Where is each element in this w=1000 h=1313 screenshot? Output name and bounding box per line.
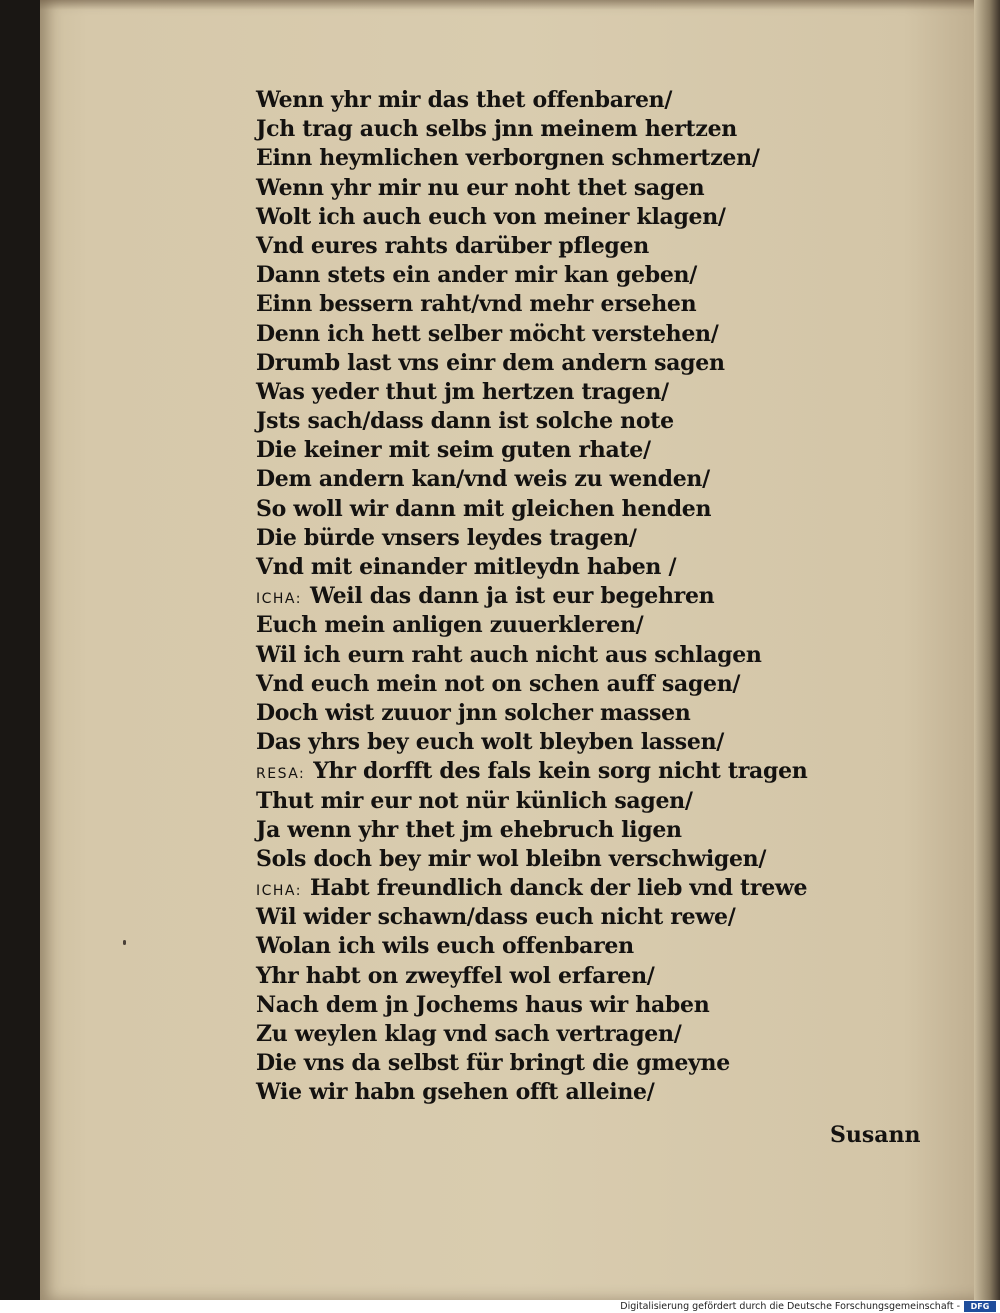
dfg-logo: DFG — [964, 1301, 996, 1312]
verse-text: Yhr habt on zweyffel wol erfaren/ — [256, 962, 655, 989]
verse-line — [256, 553, 856, 582]
verse-line — [256, 757, 856, 786]
verse-text: Denn ich hett selber möcht verstehen/ — [256, 320, 719, 347]
verse-line — [256, 670, 856, 699]
verse-text: Euch mein anligen zuuerkleren/ — [256, 612, 644, 639]
verse-text: Wenn yhr mir das thet offenbaren/ — [256, 87, 673, 113]
speaker-label: RESA: — [256, 766, 306, 783]
verse-line — [256, 611, 856, 640]
verse-text: Weil das dann ja ist eur begehren — [309, 583, 715, 610]
verse-text: Ja wenn yhr thet jm ehebruch ligen — [256, 816, 682, 843]
verse-text: Doch wist zuuor jnn solcher massen — [256, 699, 691, 726]
verse-line — [256, 174, 856, 203]
verse-line — [256, 1020, 856, 1049]
verse-line — [256, 699, 856, 728]
verse-text: Was yeder thut jm hertzen tragen/ — [256, 378, 669, 405]
verse-line — [256, 903, 856, 932]
verse-line — [256, 436, 856, 465]
verse-text: Wil ich eurn raht auch nicht aus schlagen — [256, 641, 762, 668]
verse-line — [256, 349, 856, 378]
verse-line — [256, 845, 856, 874]
verse-line — [256, 495, 856, 524]
page-top-shadow — [40, 0, 1000, 10]
verse-line — [256, 144, 856, 173]
verse-text: Jsts sach/dass dann ist solche note — [256, 408, 674, 435]
verse-text: Dem andern kan/vnd weis zu wenden/ — [256, 466, 710, 493]
verse-line — [256, 1049, 856, 1078]
verse-line — [256, 816, 856, 845]
verse-text: Yhr dorfft des fals kein sorg nicht tragen — [313, 758, 808, 785]
verse-line — [256, 582, 856, 611]
verse-text: Vnd euch mein not on schen auff sagen/ — [256, 670, 741, 697]
speaker-label: ICHA: — [256, 591, 302, 608]
catchword: Susann — [830, 1122, 921, 1148]
verse-line — [256, 203, 856, 232]
speaker-label: ICHA: — [256, 883, 302, 900]
verse-text: Zu weylen klag vnd sach vertragen/ — [256, 1021, 682, 1047]
verse-text: Wil wider schawn/dass euch nicht rewe/ — [256, 904, 736, 931]
verse-line — [256, 1078, 856, 1107]
verse-line — [256, 728, 856, 757]
verse-line — [256, 290, 856, 319]
verse-text: Wolt ich auch euch von meiner klagen/ — [256, 203, 726, 230]
verse-text: Drumb last vns einr dem andern sagen — [256, 349, 725, 376]
verse-text-block — [256, 86, 856, 1108]
verse-text: Einn heymlichen verborgnen schmertzen/ — [256, 145, 760, 172]
verse-line — [256, 932, 856, 961]
verse-line — [256, 641, 856, 670]
verse-text: Vnd eures rahts darüber pflegen — [256, 232, 649, 259]
verse-line — [256, 524, 856, 553]
verse-text: Sols doch bey mir wol bleibn verschwigen/ — [256, 845, 767, 872]
verse-text: Wenn yhr mir nu eur noht thet sagen — [256, 174, 705, 201]
verse-line — [256, 407, 856, 436]
verse-line — [256, 86, 856, 115]
verse-text: Wolan ich wils euch offenbaren — [256, 933, 634, 960]
verse-text: Jch trag auch selbs jnn meinem hertzen — [256, 116, 737, 143]
verse-line — [256, 115, 856, 144]
verse-line — [256, 261, 856, 290]
footer-credit: Digitalisierung gefördert durch die Deutsche Forschungsgemeinschaft - — [620, 1301, 960, 1312]
digitization-footer — [0, 1300, 1000, 1313]
verse-text: Wie wir habn gsehen offt alleine/ — [256, 1079, 655, 1106]
verse-line — [256, 874, 856, 903]
verse-line — [256, 962, 856, 991]
page-right-edge — [974, 0, 1000, 1300]
verse-text: Die keiner mit seim guten rhate/ — [256, 437, 651, 464]
verse-text: So woll wir dann mit gleichen henden — [256, 495, 712, 522]
verse-line — [256, 465, 856, 494]
verse-line — [256, 378, 856, 407]
verse-line — [256, 787, 856, 816]
verse-line — [256, 991, 856, 1020]
verse-line — [256, 232, 856, 261]
verse-text: Die bürde vnsers leydes tragen/ — [256, 524, 637, 551]
verse-text: Vnd mit einander mitleydn haben / — [256, 554, 677, 580]
verse-text: Nach dem jn Jochems haus wir haben — [256, 991, 710, 1018]
ink-speck — [123, 940, 126, 945]
verse-text: Einn bessern raht/vnd mehr ersehen — [256, 291, 697, 318]
verse-text: Das yhrs bey euch wolt bleyben lassen/ — [256, 729, 725, 756]
verse-text: Die vns da selbst für bringt die gmeyne — [256, 1050, 730, 1077]
verse-line — [256, 320, 856, 349]
verse-text: Dann stets ein ander mir kan geben/ — [256, 262, 697, 289]
verse-text: Thut mir eur not nür künlich sagen/ — [256, 787, 693, 814]
verse-text: Habt freundlich danck der lieb vnd trewe — [309, 875, 808, 902]
